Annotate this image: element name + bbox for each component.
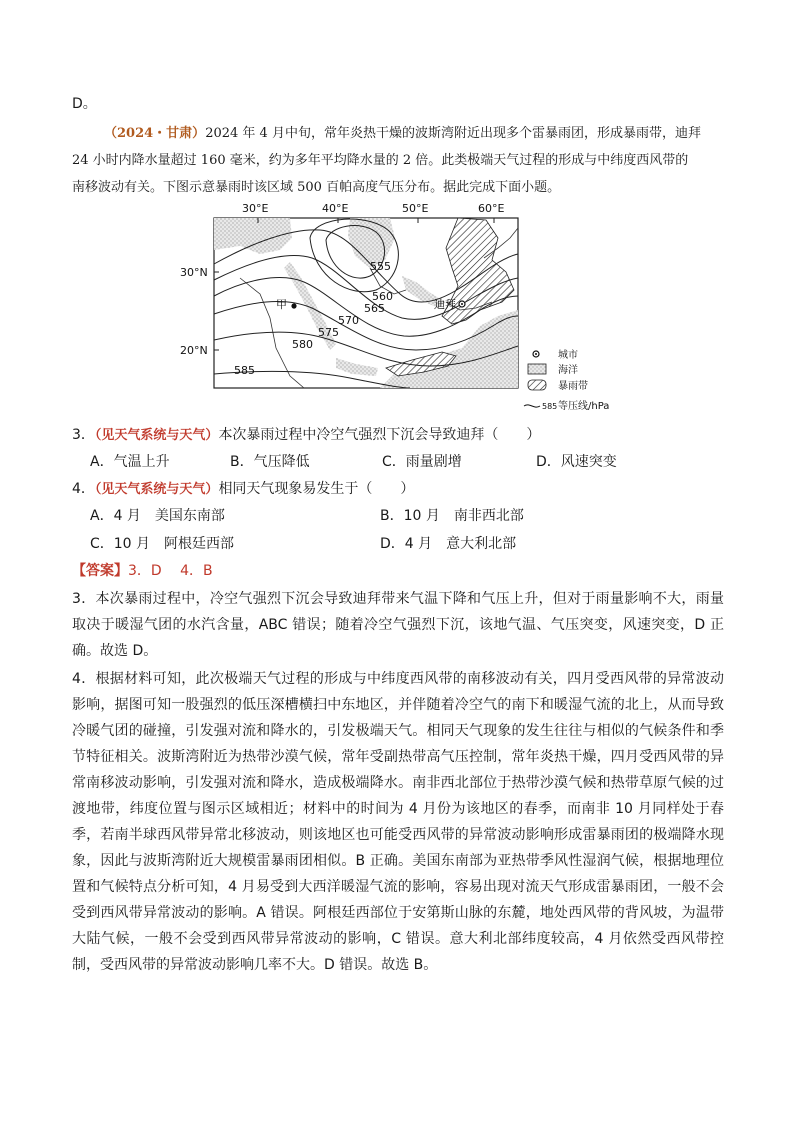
question-3-num: 3． — [72, 427, 95, 443]
isobar-label-555: 555 — [370, 260, 391, 273]
question-4-stem: 相同天气现象易发生于（ ） — [218, 481, 415, 497]
q3-option-c: C．雨量剧增 — [382, 454, 462, 470]
legend-rainband: 暴雨带 — [558, 381, 588, 392]
source-tag: （2024・甘肃） — [104, 126, 206, 141]
q3-option-a: A．气温上升 — [90, 454, 170, 470]
legend-ocean: 海洋 — [558, 365, 578, 376]
intro-line-1 — [104, 124, 701, 144]
q3-option-b: B．气压降低 — [230, 454, 310, 470]
q3-option-d: D．风速突变 — [536, 454, 617, 470]
answer-label: 【答案】 — [72, 563, 128, 579]
answer-line — [72, 561, 213, 581]
city-jia-label: 甲 — [276, 298, 287, 311]
lat-label-30n: 30°N — [180, 266, 208, 279]
question-3 — [72, 425, 540, 446]
question-3-stem: 本次暴雨过程中冷空气强烈下沉会导致迪拜（ ） — [218, 427, 541, 443]
question-4-tag: （见天气系统与天气） — [94, 482, 219, 497]
lon-label-40e: 40°E — [322, 202, 349, 215]
lon-label-50e: 50°E — [402, 202, 429, 215]
question-3-tag: （见天气系统与天气） — [94, 428, 219, 443]
map-legend — [524, 348, 609, 412]
pressure-map — [180, 198, 610, 426]
city-jia-marker — [291, 303, 296, 308]
q4-option-b: B．10 月 南非西北部 — [380, 508, 524, 524]
legend-isobar: 等压线/hPa — [558, 401, 610, 412]
lon-label-60e: 60°E — [478, 202, 505, 215]
isobar-label-565: 565 — [364, 302, 385, 315]
intro-text-1: 2024 年 4 月中旬，常年炎热干燥的波斯湾附近出现多个雷暴雨团，形成暴雨带，迪拜 — [205, 126, 701, 141]
city-dubai-label: 迪拜 — [434, 298, 456, 311]
isobar-label-580: 580 — [292, 338, 313, 351]
question-4-num: 4． — [72, 481, 95, 497]
question-4 — [72, 479, 414, 500]
isobar-label-575: 575 — [318, 326, 339, 339]
previous-answer-tail: D。 — [72, 96, 97, 112]
answer-text: 3．D 4．B — [128, 563, 213, 579]
intro-line-2: 24 小时内降水量超过 160 毫米，约为多年平均降水量的 2 倍。此类极端天气过程的形成与中纬度西风带的 — [72, 153, 689, 168]
q4-option-c: C．10 月 阿根廷西部 — [90, 536, 235, 552]
q4-option-a: A．4 月 美国东南部 — [90, 508, 225, 524]
lon-label-30e: 30°E — [242, 202, 269, 215]
q4-option-d: D．4 月 意大利北部 — [380, 536, 517, 552]
intro-line-3: 南移波动有关。下图示意暴雨时该区域 500 百帕高度气压分布。据此完成下面小题。 — [72, 180, 561, 195]
explanation-3: 3．本次暴雨过程中，冷空气强烈下沉会导致迪拜带来气温下降和气压上升，但对于雨量影响不大，雨量取决于暖湿气团的水汽含量，ABC 错误；随着冷空气强烈下沉，该地气温、气压突变，风速突变，D 正确。故选 D。 — [72, 591, 724, 659]
legend-city: 城市 — [558, 350, 578, 361]
explanation-4: 4．根据材料可知，此次极端天气过程的形成与中纬度西风带的南移波动有关，四月受西风带的异常波动影响，据图可知一股强烈的低压深槽横扫中东地区，并伴随着冷空气的南下和暖湿气流的北上，从而导致冷暖气团的碰撞，引发强对流和降水的，引发极端天气。相同天气现象的发生往往与相似的气候条件和季节特征相关。波斯湾附近为热带沙漠气候，常年受副热带高气压控制，常年炎热干燥，四月受西风带的异常南移波动影响，引发强对流和降水，造成极端降水。南非西北部位于热带沙漠气候和热带草原气候的过渡地带，纬度位置与图示区域相近；材料中的时间为 4 月份为该地区的春季，而南非 10 月同样处于春季，若南半球西风带异常北移波动，则该地区也可能受西风带的异常波动影响形成雷暴雨团的极端降水现象，因此与波斯湾附近大规模雷暴雨团相似。B 正确。美国东南部为亚热带季风性湿润气候，根据地理位置和气候特点分析可知，4 月易受到大西洋暖湿气流的影响，容易出现对流天气形成雷暴雨团，一般不会受到西风带异常波动的影响。A 错误。阿根廷西部位于安第斯山脉的东麓，地处西风带的背风坡，为温带大陆气候，一般不会受到西风带异常波动的影响，C 错误。意大利北部纬度较高，4 月依然受西风带控制，受西风带的异常波动影响几率不大。D 错误。故选 B。 — [72, 671, 724, 973]
isobar-label-570: 570 — [338, 314, 359, 327]
isobar-label-585: 585 — [234, 364, 255, 377]
legend-isobar-sample: 585 — [542, 402, 558, 411]
isobar-label-560: 560 — [372, 290, 393, 303]
lat-label-20n: 20°N — [180, 344, 208, 357]
